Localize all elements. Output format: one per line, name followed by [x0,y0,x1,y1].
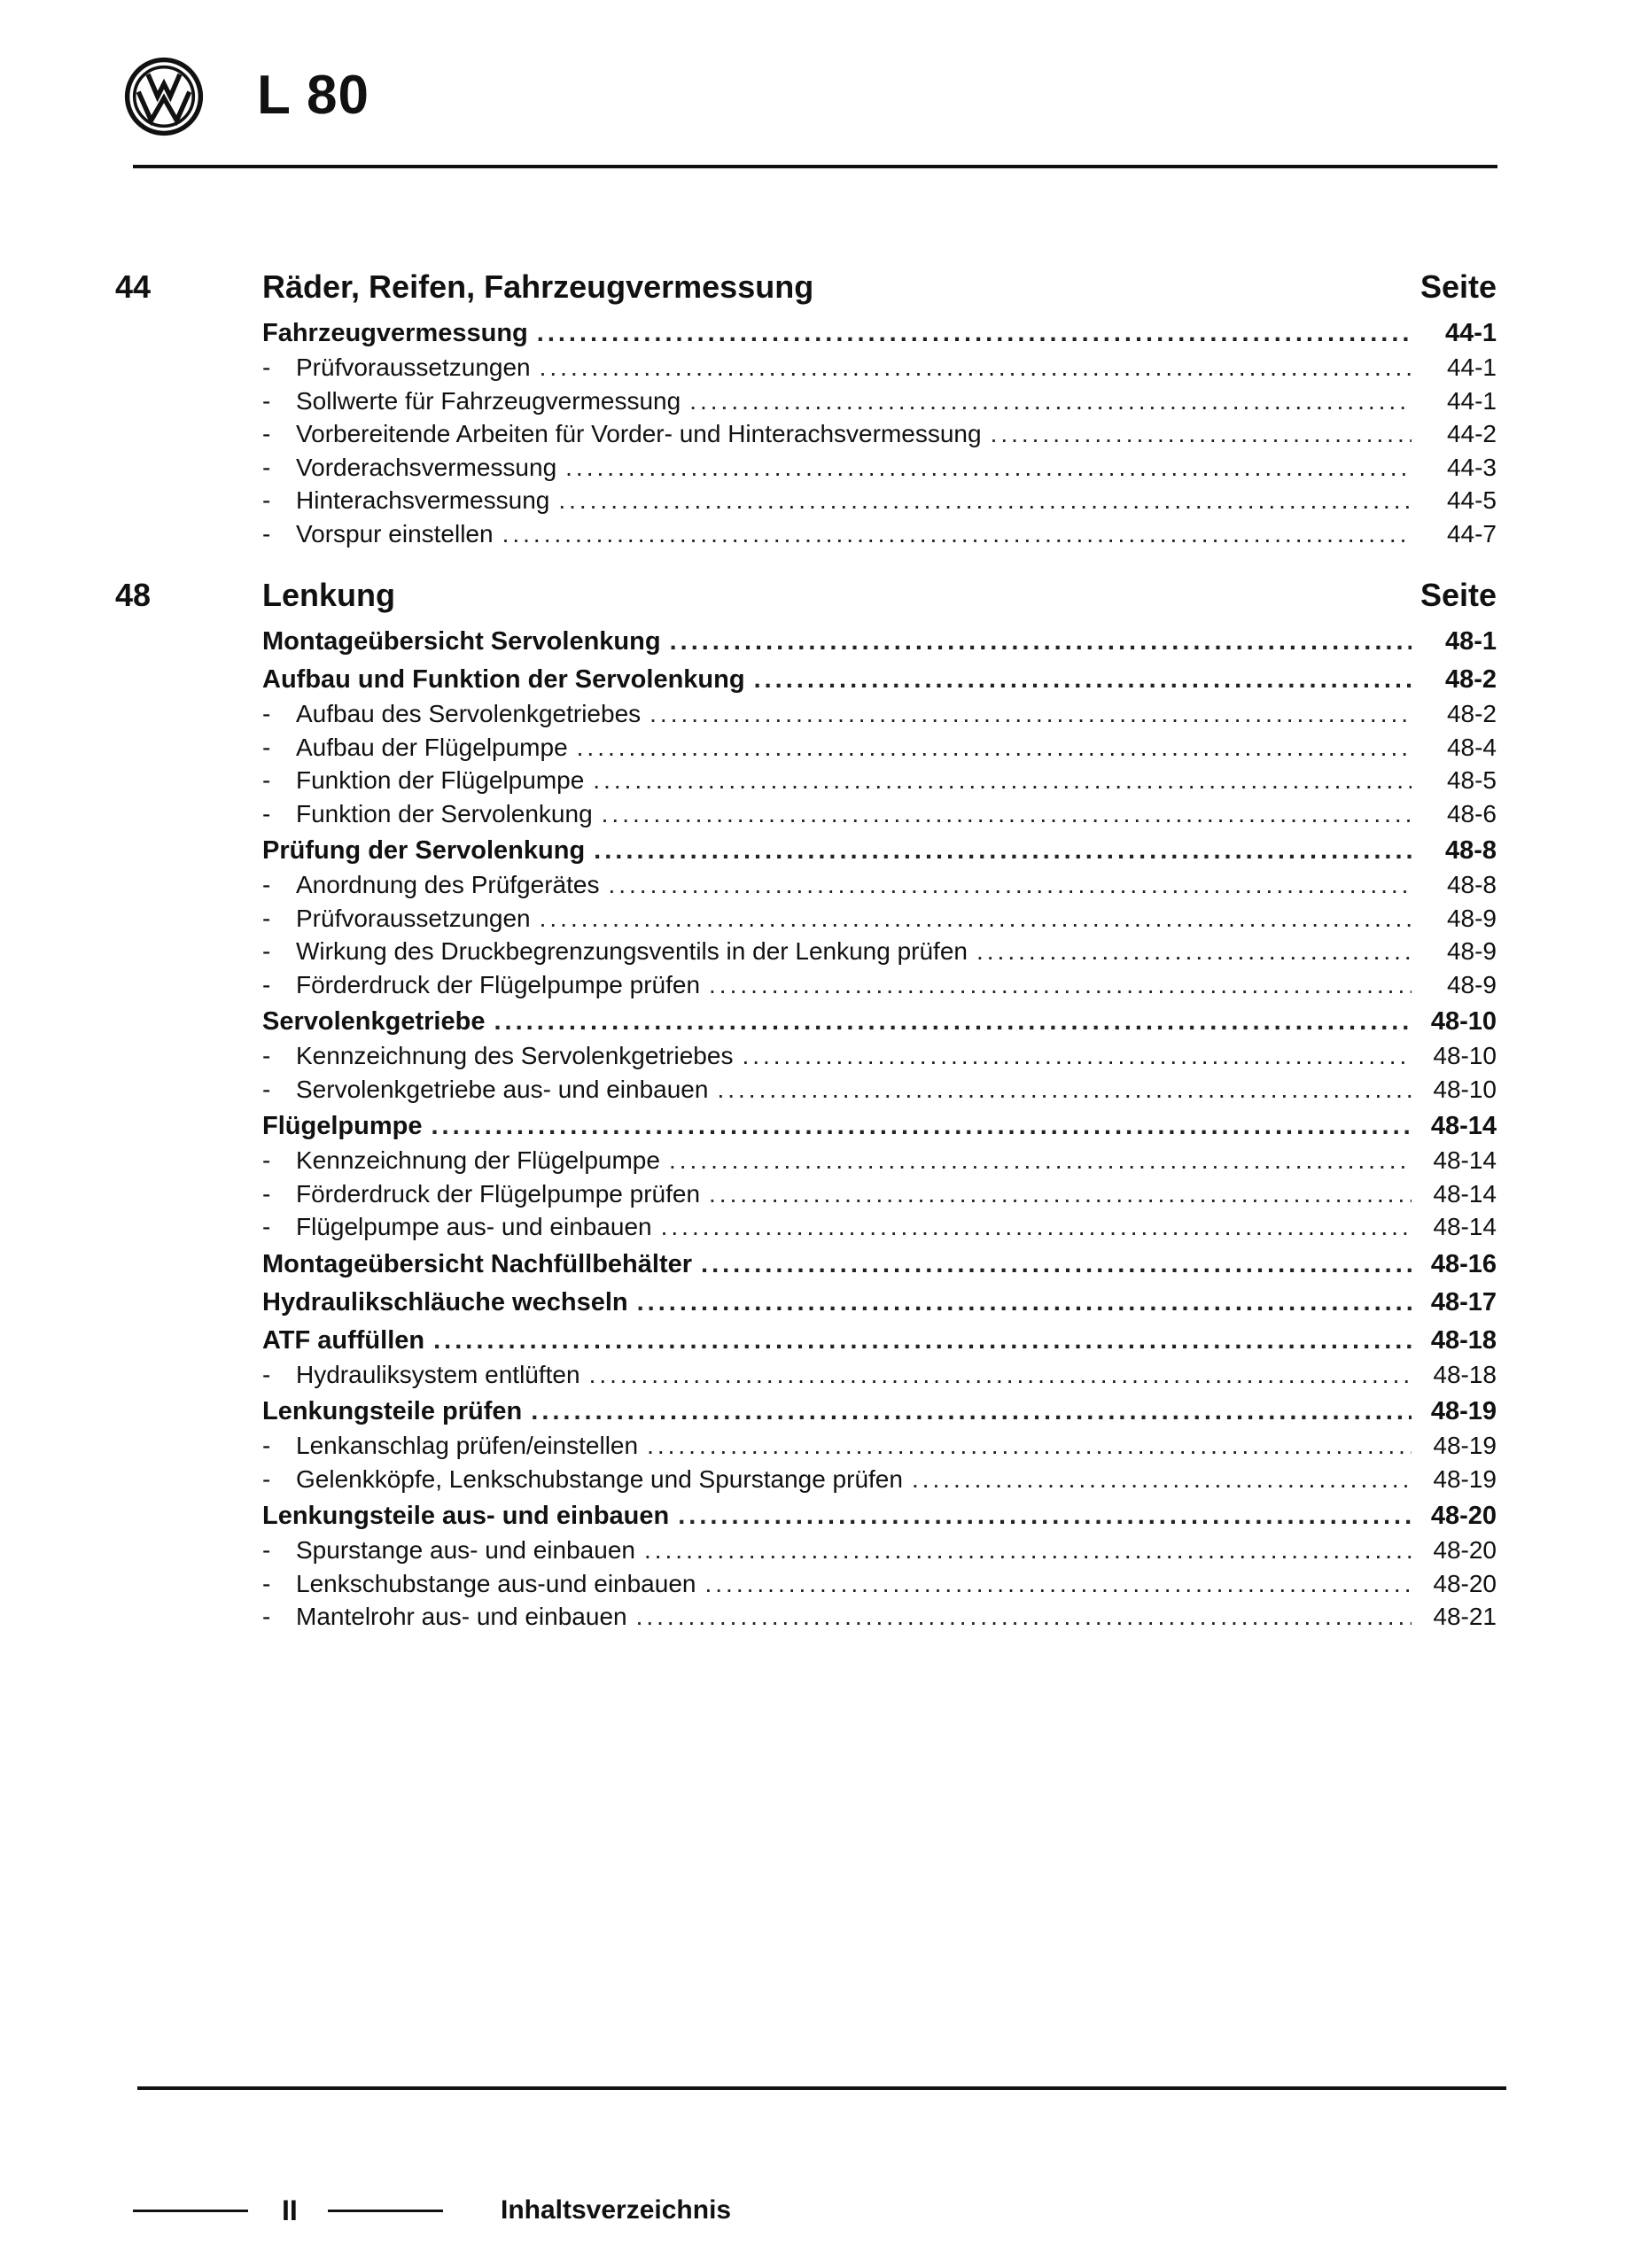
toc-page-number: 48-2 [1446,700,1497,727]
dot-leader [670,625,1412,659]
toc-item [262,797,1497,831]
toc-label: Servolenkgetriebe aus- und einbauen [296,1075,709,1103]
toc-page-number: 48-14 [1433,1179,1497,1208]
toc-page-number: 48-9 [1446,970,1497,998]
toc-page-number: 48-21 [1433,1603,1497,1630]
toc-page-number: 48-9 [1446,904,1497,932]
toc-page-number: 48-9 [1446,937,1497,965]
bullet-dash: - [262,1179,271,1208]
toc-page-number: 48-20 [1433,1569,1497,1597]
toc-label: Mantelrohr aus- und einbauen [296,1603,627,1630]
toc-item [262,1567,1497,1601]
toc-item [262,697,1497,731]
bullet-dash: - [262,700,271,727]
dot-leader [709,1177,1412,1211]
toc-item [262,384,1497,418]
toc-heading [262,834,1497,868]
footer-title: Inhaltsverzeichnis [501,2195,732,2225]
toc-label: Lenkanschlag prüfen/einstellen [296,1432,639,1459]
dot-leader [540,351,1412,384]
dot-leader [742,1039,1412,1073]
toc-label: Lenkungsteile prüfen [262,1397,523,1425]
toc-label: Fahrzeugvermessung [262,319,528,347]
bullet-dash: - [262,420,271,447]
bullet-dash: - [262,937,271,965]
toc-item [262,484,1497,517]
bullet-dash: - [262,1213,271,1240]
dot-leader [689,384,1412,418]
toc-page-number: 44-1 [1444,319,1497,347]
bullet-dash: - [262,1042,271,1069]
dot-leader [537,316,1412,351]
dot-leader [637,1285,1412,1320]
dot-leader [494,1005,1412,1039]
bullet-dash: - [262,766,271,794]
toc-heading [262,316,1497,351]
toc-item [262,1429,1497,1463]
toc-label: Prüfvoraussetzungen [296,904,531,932]
toc-page-number: 48-8 [1446,871,1497,898]
bullet-dash: - [262,1360,271,1388]
vw-logo-icon [124,57,204,136]
dot-leader [636,1600,1412,1634]
toc-label: Gelenkköpfe, Lenkschubstange und Spurstange prüfen [296,1464,903,1493]
toc-page-number: 48-20 [1430,1502,1497,1530]
model-title: L 80 [257,65,369,126]
dot-leader [717,1073,1412,1107]
toc-label: Sollwerte für Fahrzeugvermessung [296,386,681,415]
toc-page-number: 48-5 [1446,766,1497,794]
toc-page-number: 48-10 [1433,1075,1497,1103]
toc-label: Flügelpumpe [262,1112,423,1140]
toc-item [262,1600,1497,1634]
toc-label: Aufbau der Flügelpumpe [296,733,568,761]
toc-label: Wirkung des Druckbegrenzungsventils in der Lenkung prüfen [296,937,968,965]
bullet-dash: - [262,1432,271,1459]
toc-item [262,935,1497,968]
bullet-dash: - [262,904,271,932]
toc-page-number: 48-10 [1430,1007,1497,1036]
section-number: 48 [115,577,152,613]
toc-label: Förderdruck der Flügelpumpe prüfen [296,1179,701,1208]
dot-leader [661,1210,1412,1244]
toc-item [262,764,1497,797]
bullet-dash: - [262,1075,271,1103]
toc-item [262,1039,1497,1073]
dot-leader [577,731,1412,765]
toc-heading [262,1324,1497,1358]
bullet-dash: - [262,871,271,898]
toc-label: Funktion der Servolenkung [296,799,593,827]
toc-page-number: 48-14 [1430,1112,1497,1140]
dot-leader [531,1394,1412,1429]
toc-item [262,1463,1497,1496]
toc-label: Prüfung der Servolenkung [262,836,586,865]
toc-page-number: 44-3 [1446,453,1497,481]
toc-label: ATF auffüllen [262,1325,425,1355]
toc-page-number: 48-19 [1430,1397,1497,1425]
toc-heading [262,625,1497,659]
toc-label: Montageübersicht Nachfüllbehälter [262,1249,693,1278]
toc-page-number: 48-20 [1433,1536,1497,1564]
footer-rule-left [133,2210,248,2212]
dot-leader [540,902,1412,936]
toc-label: Servolenkgetriebe [262,1007,486,1036]
dot-leader [602,797,1412,831]
toc-item [262,1144,1497,1177]
bullet-dash: - [262,1569,271,1597]
header-divider [133,165,1497,168]
toc-label: Lenkungsteile aus- und einbauen [262,1502,670,1530]
toc-item [262,1358,1497,1392]
dot-leader [709,968,1412,1002]
toc-page-number: 44-1 [1446,353,1497,381]
toc-page-number: 44-5 [1446,486,1497,514]
toc-label: Vorderachsvermessung [296,453,557,481]
seite-label: Seite [1420,268,1497,305]
toc-page-number: 48-8 [1444,836,1497,865]
toc-page-number: 48-6 [1446,799,1497,827]
toc-page-number: 48-14 [1433,1213,1497,1240]
dot-leader [433,1324,1412,1358]
toc-item [262,902,1497,936]
bullet-dash: - [262,1464,271,1493]
toc-item [262,451,1497,485]
toc-label: Hinterachsvermessung [296,486,550,514]
toc-item [262,731,1497,765]
toc-label: Kennzeichnung der Flügelpumpe [296,1146,660,1174]
toc-label: Kennzeichnung des Servolenkgetriebes [296,1042,734,1069]
toc-label: Aufbau des Servolenkgetriebes [296,700,642,727]
toc-page-number: 44-1 [1446,386,1497,415]
bullet-dash: - [262,386,271,415]
toc-label: Spurstange aus- und einbauen [296,1536,635,1564]
toc-heading [262,1109,1497,1144]
dot-leader [701,1247,1412,1282]
toc-page-number: 48-18 [1430,1325,1497,1355]
toc-label: Lenkschubstange aus-und einbauen [296,1569,696,1597]
toc-label: Flügelpumpe aus- und einbauen [296,1213,652,1240]
toc-label: Aufbau und Funktion der Servolenkung [262,665,745,694]
toc-label: Hydraulikschläuche wechseln [262,1287,628,1317]
toc-heading [262,663,1497,697]
toc-page-number: 48-16 [1430,1249,1497,1278]
toc-label: Prüfvoraussetzungen [296,353,531,381]
toc-item [262,1073,1497,1107]
section-title: Lenkung [262,577,395,613]
dot-leader [558,484,1412,517]
toc-label: Anordnung des Prüfgerätes [296,871,600,898]
toc-page-number: 48-4 [1446,733,1497,761]
toc-label: Hydrauliksystem entlüften [296,1360,580,1388]
toc-label: Förderdruck der Flügelpumpe prüfen [296,970,701,998]
toc-page-number: 48-19 [1433,1464,1497,1493]
toc-item [262,1210,1497,1244]
dot-leader [704,1567,1412,1601]
page-footer [0,2188,1649,2233]
bullet-dash: - [262,1536,271,1564]
section-number: 44 [115,268,152,305]
bullet-dash: - [262,519,271,548]
toc-page-number: 48-2 [1444,665,1497,694]
dot-leader [669,1144,1412,1177]
dot-leader [647,1429,1412,1463]
toc-page-number: 48-10 [1433,1042,1497,1069]
dot-leader [502,517,1412,551]
section-title: Räder, Reifen, Fahrzeugvermessung [262,268,814,305]
dot-leader [589,1358,1412,1392]
toc-item [262,968,1497,1002]
bullet-dash: - [262,486,271,514]
bullet-dash: - [262,1603,271,1630]
dot-leader [678,1499,1412,1534]
toc-item [262,517,1497,551]
footer-divider [137,2086,1506,2090]
toc-heading [262,1499,1497,1534]
toc-item [262,1534,1497,1567]
bullet-dash: - [262,970,271,998]
dot-leader [431,1109,1412,1144]
dot-leader [565,451,1412,485]
page-number: II [282,2194,298,2226]
toc-heading [262,1247,1497,1282]
toc-item [262,868,1497,902]
toc-heading [262,1285,1497,1320]
dot-leader [912,1463,1412,1496]
toc-page-number: 48-19 [1433,1432,1497,1459]
dot-leader [593,764,1412,797]
toc-page-number: 44-2 [1446,420,1497,447]
dot-leader [594,834,1412,868]
dot-leader [644,1534,1412,1567]
toc-page-number: 48-17 [1430,1287,1497,1317]
toc-page-number: 44-7 [1446,519,1497,548]
toc-item [262,1177,1497,1211]
dot-leader [754,663,1412,697]
toc-item [262,351,1497,384]
toc-page-number: 48-18 [1433,1360,1497,1388]
bullet-dash: - [262,353,271,381]
bullet-dash: - [262,1146,271,1174]
dot-leader [649,697,1412,731]
toc-heading [262,1394,1497,1429]
toc-label: Montageübersicht Servolenkung [262,627,661,656]
bullet-dash: - [262,733,271,761]
dot-leader [991,417,1412,451]
toc-label: Vorbereitende Arbeiten für Vorder- und Hinterachsvermessung [296,420,982,447]
toc-heading [262,1005,1497,1039]
toc-list [262,621,1497,1634]
footer-rule-right [328,2210,443,2212]
bullet-dash: - [262,453,271,481]
dot-leader [608,868,1412,902]
toc-page-number: 48-14 [1433,1146,1497,1174]
toc-label: Vorspur einstellen [296,519,494,548]
toc-item [262,417,1497,451]
toc-label: Funktion der Flügelpumpe [296,766,585,794]
bullet-dash: - [262,799,271,827]
toc-page-number: 48-1 [1444,627,1497,656]
toc-list [262,313,1497,550]
dot-leader [976,935,1412,968]
seite-label: Seite [1420,577,1497,613]
